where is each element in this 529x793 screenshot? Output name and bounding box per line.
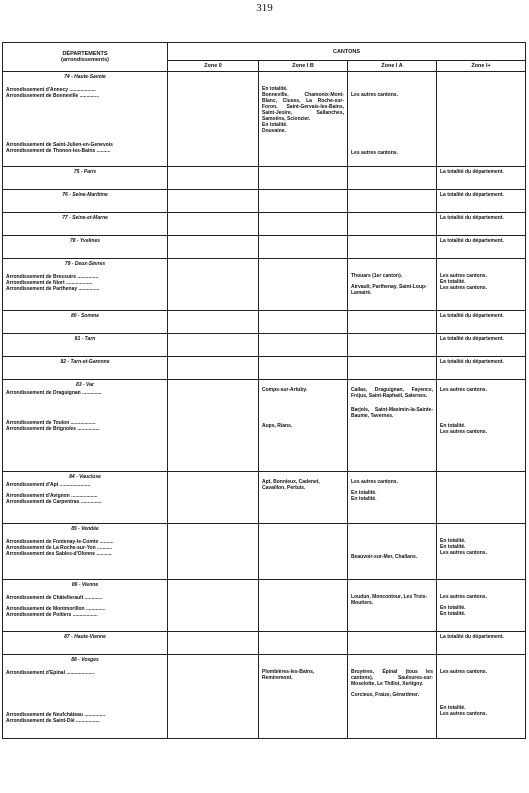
- dept-name: 88 - Vosges: [71, 657, 99, 663]
- zone-text: Les autres cantons.: [351, 479, 398, 485]
- zone-text: Douvaine.: [262, 128, 286, 134]
- zone-text: Les autres cantons.: [351, 92, 398, 98]
- table-row: [3, 357, 526, 380]
- zone-text: Comps-sur-Artuby.: [262, 387, 308, 393]
- header-zone-ib: Zone I B: [259, 61, 348, 72]
- arrondissement: Arrondissement de Poitiers ..................: [6, 612, 98, 618]
- zone-text: En totalité.: [351, 490, 377, 496]
- header-zone-ia: Zone I A: [348, 61, 437, 72]
- dept-name: 81 - Tarn: [74, 336, 96, 342]
- dept-name: 78 - Yvelines: [69, 238, 101, 244]
- arrondissement: Arrondissement de Neufchâteau ...............: [6, 712, 106, 718]
- arrondissement: Arrondissement de Niort ...................: [6, 280, 93, 286]
- dept-name: 77 - Seine-et-Marne: [62, 215, 108, 221]
- table-row: [3, 213, 526, 236]
- zone-text: La totalité du département.: [437, 167, 526, 190]
- table-row: [3, 524, 526, 580]
- zone-text: Les autres cantons.: [351, 150, 398, 156]
- zone-text: La totalité du département.: [437, 190, 526, 213]
- dept-name: 80 - Somme: [70, 313, 100, 319]
- arrondissement: Arrondissement des Sables-d'Olonne ...........: [6, 551, 112, 557]
- dept-name: 76 - Seine-Maritime: [62, 192, 108, 198]
- table-row: [3, 190, 526, 213]
- zone-text: Les autres cantons.: [440, 711, 487, 717]
- table-row: [3, 72, 526, 167]
- arrondissement: Arrondissement de Bonneville ..............: [6, 93, 100, 99]
- arrondissement: Arrondissement de La Roche-sur-Yon ...........: [6, 545, 113, 551]
- dept-name: 85 - Vendée: [71, 526, 99, 532]
- zone-text: En totalité.: [440, 279, 466, 285]
- dept-name: 75 - Paris: [73, 169, 97, 175]
- zone-text: En totalité.: [262, 122, 288, 128]
- page-number: 319: [256, 2, 273, 14]
- table-row: [3, 236, 526, 259]
- zone-text: Corcieux, Fraize, Gérardmer.: [351, 692, 420, 698]
- dept-name: 87 - Haute-Vienne: [64, 634, 106, 640]
- header-departements: [3, 43, 168, 72]
- zone-text: Bonneville, Chamonix-Mont-Blanc, Cluses, La Roche-sur-Foron, Saint-Gervais-les-Bains, Saint-Jeoire, Sallanches, Samoëns, Scionzier.: [262, 92, 344, 122]
- arrondissement: Arrondissement d'Annecy ...................: [6, 87, 96, 93]
- zone-text: Plombières-les-Bains, Remiremont.: [262, 669, 315, 681]
- arrondissement: Arrondissement de Saint-Dié .................: [6, 718, 100, 724]
- zone-text: Loudun, Moncontour, Les Trois-Moutiers.: [351, 594, 428, 606]
- zone-text: Les autres cantons.: [440, 387, 487, 393]
- zone-text: Les autres cantons.: [440, 429, 487, 435]
- zone-text: Les autres cantons.: [440, 285, 487, 291]
- zone-text: Airvault, Parthenay, Saint-Loup-Lamairé.: [351, 284, 427, 296]
- zone-text: La totalité du département.: [437, 632, 526, 655]
- table-row: [3, 655, 526, 739]
- dept-name: 79 - Deux-Sèvres: [64, 261, 106, 267]
- zone-text: Thouars (1er canton).: [351, 273, 403, 279]
- header-zone-0: Zone 0: [168, 61, 259, 72]
- zone-text: La totalité du département.: [437, 236, 526, 259]
- dept-name: 83 - Var: [76, 382, 94, 388]
- table-row: [3, 380, 526, 472]
- dept-name: 86 - Vienne: [71, 582, 99, 588]
- dept-name: 84 - Vaucluse: [69, 474, 101, 480]
- zone-text: En totalité.: [440, 605, 466, 611]
- cantons-table: [2, 42, 526, 739]
- arrondissement: Arrondissement de Parthenay ...............: [6, 286, 100, 292]
- zone-text: En totalité.: [440, 611, 466, 617]
- zone-text: La totalité du département.: [437, 357, 526, 380]
- table-row: [3, 311, 526, 334]
- table-row: [3, 167, 526, 190]
- arrondissement: Arrondissement de Thonon-les-Bains ..........: [6, 148, 111, 154]
- zone-text: En totalité.: [351, 496, 377, 502]
- zone-text: Callas, Draguignan, Fayence, Fréjus, Saint-Raphaël, Salernes.: [351, 387, 433, 399]
- zone-text: Barjols, Saint-Maximin-la-Sainte-Baume, Tavernes.: [351, 407, 433, 419]
- dept-name: 82 - Tarn-et-Garonne: [60, 359, 110, 365]
- zone-text: Apt, Bonnieux, Cadenet, Cavaillon, Pertuis.: [262, 479, 320, 491]
- zone-text: En totalité.: [440, 538, 466, 544]
- zone-text: En totalité.: [440, 423, 466, 429]
- table-row: [3, 580, 526, 632]
- arrondissement: Arrondissement de Fontenay-le-Comte ..........: [6, 539, 114, 545]
- arrondissement: Arrondissement de Bressuire ...............: [6, 274, 99, 280]
- header-zone-iplus: Zone I+: [437, 61, 526, 72]
- table-row: [3, 259, 526, 311]
- dept-name: 74 - Haute-Savoie: [64, 74, 106, 80]
- header-cantons: CANTONS: [168, 43, 526, 61]
- zone-text: Bruyères, Épinal (tous les cantons), Saulxures-sur-Moselotte, Le Thillot, Xertigny.: [351, 669, 433, 687]
- header-departements-label: DÉPARTEMENTS: [62, 51, 108, 57]
- zone-text: En totalité.: [262, 86, 288, 92]
- zone-text: Beauvoir-sur-Mer, Challans.: [351, 554, 418, 560]
- table-row: [3, 632, 526, 655]
- arrondissement: Arrondissement de Saint-Julien-en-Genevois: [6, 142, 113, 148]
- arrondissement: Arrondissement de Draguignan ..............: [6, 390, 102, 396]
- arrondissement: Arrondissement de Carpentras ...............: [6, 499, 102, 505]
- table-row: [3, 334, 526, 357]
- arrondissement: Arrondissement d'Avignon ...................: [6, 493, 98, 499]
- header-arrondissements-label: (arrondissements): [61, 57, 109, 63]
- arrondissement: Arrondissement d'Apt ......................: [6, 482, 91, 488]
- zone-text: La totalité du département.: [437, 334, 526, 357]
- zone-text: Aups, Rians.: [262, 423, 293, 429]
- zone-text: Les autres cantons.: [440, 669, 487, 675]
- zone-text: Les autres cantons.: [440, 550, 487, 556]
- zone-text: En totalité.: [440, 705, 466, 711]
- zone-text: La totalité du département.: [437, 311, 526, 334]
- zone-text: La totalité du département.: [437, 213, 526, 236]
- arrondissement: Arrondissement de Toulon ..................: [6, 420, 96, 426]
- arrondissement: Arrondissement de Montmorillon ..............: [6, 606, 106, 612]
- zone-text: Les autres cantons.: [440, 273, 487, 279]
- arrondissement: Arrondissement d'Épinal ....................: [6, 670, 95, 676]
- zone-text: En totalité.: [440, 544, 466, 550]
- zone-text: Les autres cantons.: [440, 594, 487, 600]
- arrondissement: Arrondissement de Brignoles ................: [6, 426, 100, 432]
- table-row: [3, 472, 526, 524]
- arrondissement: Arrondissement de Châtellerault .............: [6, 595, 103, 601]
